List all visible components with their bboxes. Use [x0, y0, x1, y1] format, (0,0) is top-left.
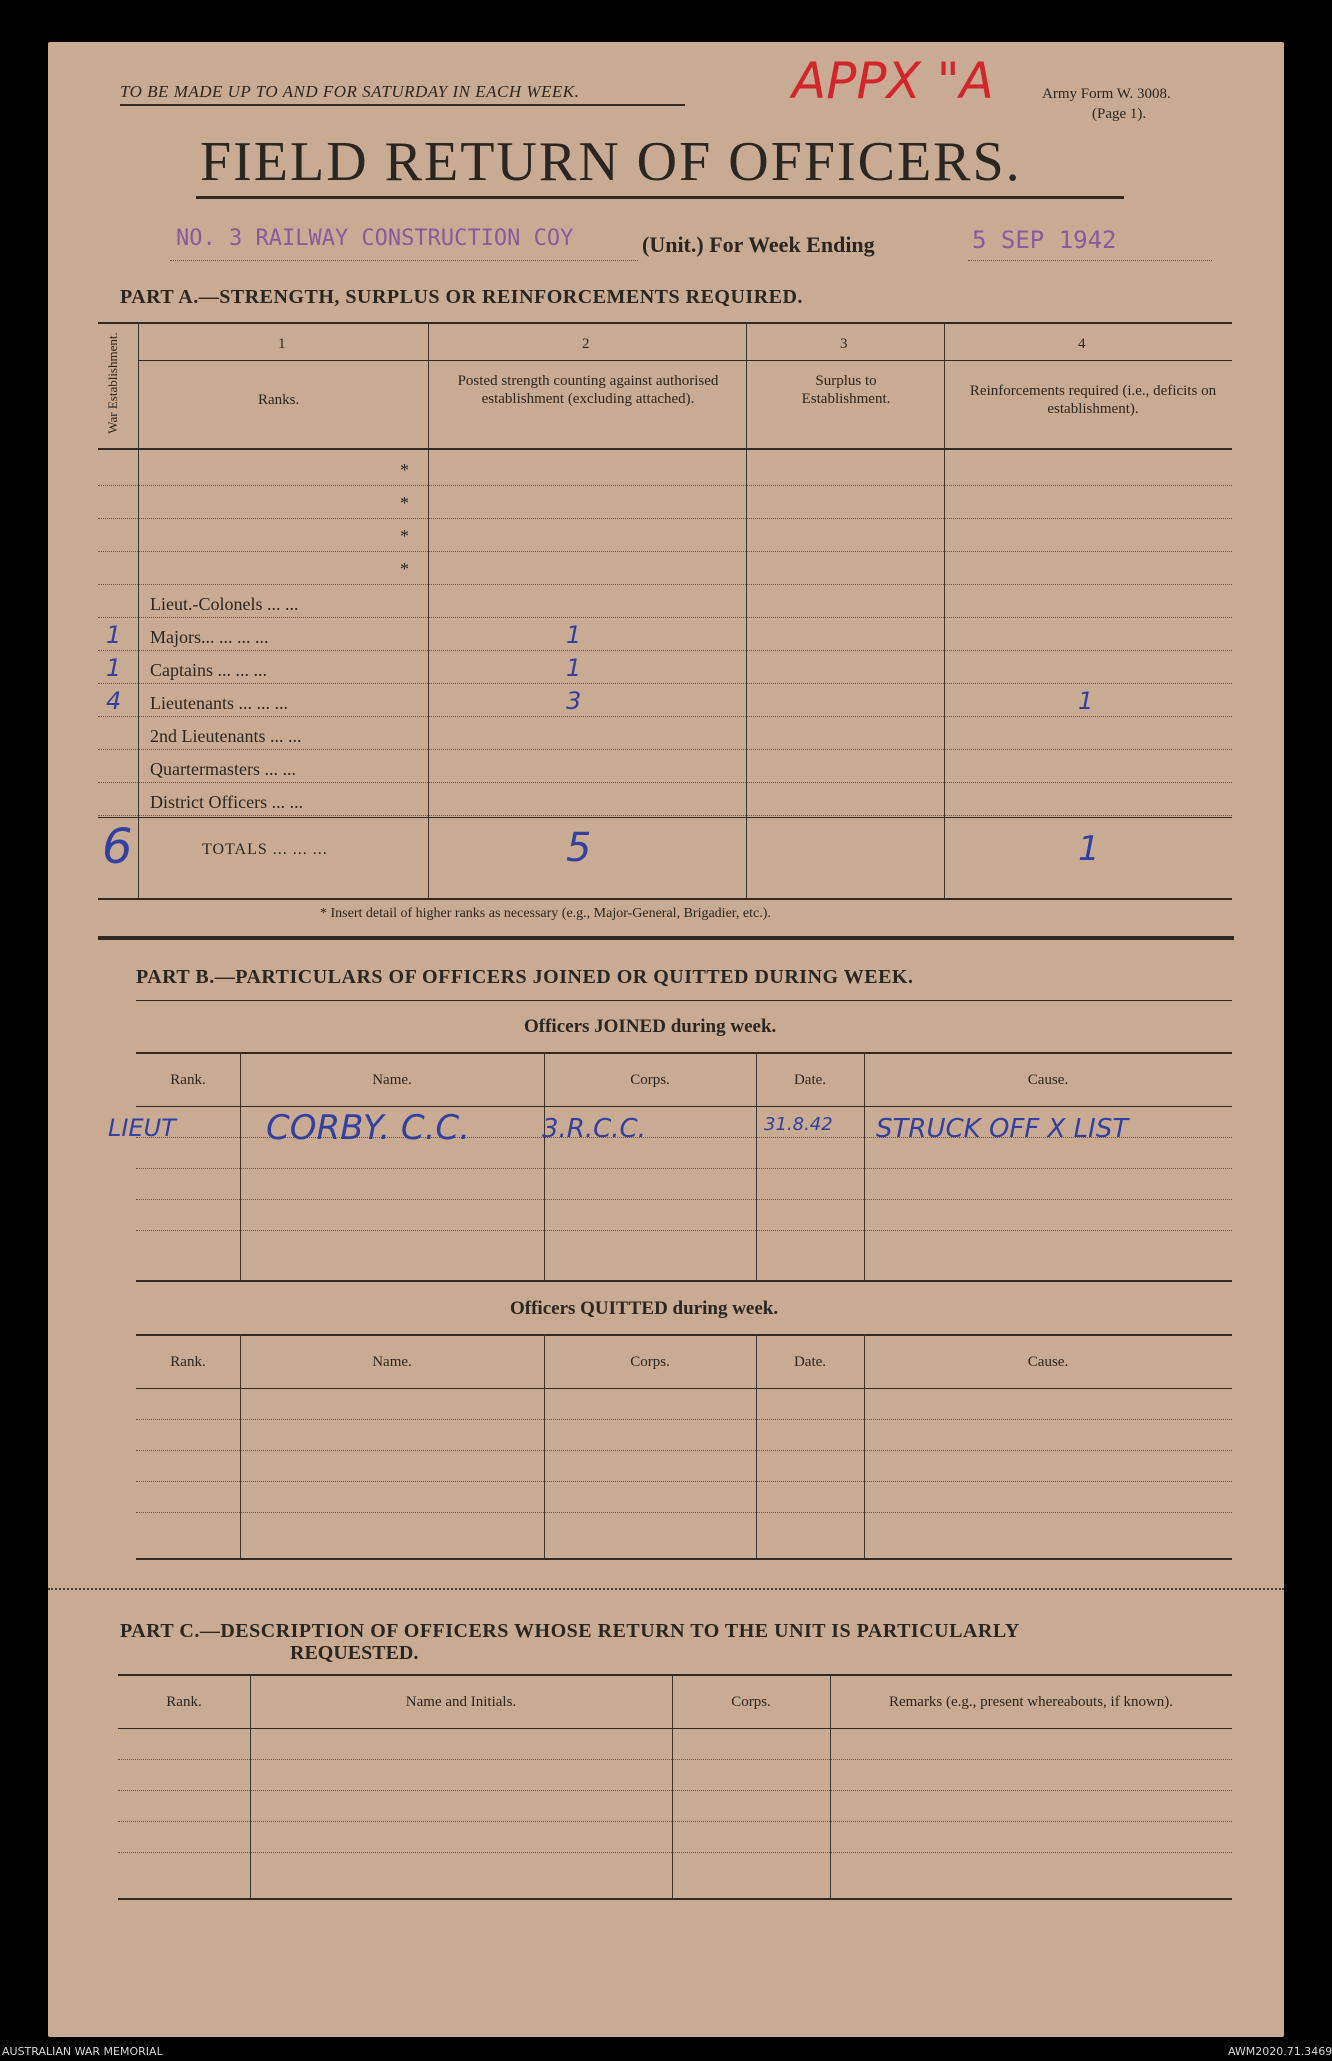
part-c-row-line [118, 1852, 1232, 1853]
joined-entry-rank: LIEUT [108, 1114, 176, 1142]
joined-row-line [136, 1230, 1232, 1231]
part-a-row-line [98, 683, 1232, 684]
form-page: (Page 1). [1092, 106, 1147, 122]
joined-col-2: Corps. [630, 1072, 670, 1088]
joined-entry-cause: STRUCK OFF X LIST [876, 1114, 1129, 1144]
war-establishment-value: 1 [106, 654, 122, 682]
quitted-col-1: Name. [372, 1354, 412, 1370]
col-number-2: 2 [582, 336, 590, 352]
posted-strength-value: 1 [566, 621, 582, 649]
part-b-rule [136, 1000, 1232, 1001]
part-c-col-0: Rank. [166, 1694, 202, 1710]
joined-entry-corps: 3.R.C.C. [542, 1114, 646, 1144]
rank-label: * [400, 460, 409, 480]
col-number-4: 4 [1078, 336, 1086, 352]
joined-table [108, 1052, 1232, 1282]
unit-label: (Unit.) For Week Ending [642, 232, 875, 257]
quitted-col-4: Cause. [1027, 1354, 1069, 1370]
rank-label: 2nd Lieutenants ... ... [150, 726, 302, 746]
part-a-row-line [98, 749, 1232, 750]
part-a-table [98, 322, 1232, 900]
week-dotted-line [968, 260, 1212, 261]
war-establishment-value: 1 [106, 621, 122, 649]
rank-label: Lieutenants ... ... ... [150, 693, 288, 713]
unit-stamp: NO. 3 RAILWAY CONSTRUCTION COY [176, 226, 574, 251]
joined-entry-name: CORBY. C.C. [266, 1108, 470, 1148]
quitted-row-line [136, 1481, 1232, 1482]
part-c-row-line [118, 1790, 1232, 1791]
appendix-mark: APPX "A [792, 52, 994, 110]
ranks-header: Ranks. [258, 392, 300, 408]
totals-war-establishment: 6 [102, 819, 133, 875]
part-a-row-line [98, 551, 1232, 552]
part-c-col-2: Corps. [731, 1694, 771, 1710]
part-c-row-line [118, 1821, 1232, 1822]
col-number-1: 1 [278, 336, 286, 352]
quitted-row-line [136, 1450, 1232, 1451]
joined-col-0: Rank. [170, 1072, 206, 1088]
rank-label: * [400, 493, 409, 513]
joined-entry-date: 31.8.42 [764, 1114, 833, 1135]
rank-label: Lieut.-Colonels ... ... [150, 594, 299, 614]
week-ending-stamp: 5 SEP 1942 [972, 226, 1117, 254]
part-a-row-line [98, 584, 1232, 585]
title-underline [196, 196, 1124, 199]
part-c-col-3: Remarks (e.g., present whereabouts, if known). [888, 1694, 1174, 1710]
quitted-row-line [136, 1512, 1232, 1513]
quitted-col-0: Rank. [170, 1354, 206, 1370]
joined-row-line [136, 1168, 1232, 1169]
quitted-col-3: Date. [793, 1354, 827, 1370]
quitted-table [136, 1334, 1232, 1560]
joined-col-1: Name. [372, 1072, 412, 1088]
totals-reinforcements: 1 [1078, 829, 1100, 869]
part-a-row-line [98, 650, 1232, 651]
posted-header: Posted strength counting against authorised establishment (excluding attached). [457, 373, 719, 407]
rank-label: District Officers ... ... [150, 792, 304, 812]
part-c-col-1: Name and Initials. [405, 1694, 517, 1710]
rank-label: Quartermasters ... ... [150, 759, 296, 779]
part-a-row-line [98, 485, 1232, 486]
part-a-row-line [98, 782, 1232, 783]
totals-rule [98, 817, 1232, 818]
reinforcement-value: 1 [1078, 687, 1094, 715]
rank-label: Majors... ... ... ... [150, 627, 269, 647]
posted-strength-value: 3 [566, 687, 582, 715]
unit-dotted-line [170, 260, 638, 261]
part-a-separator [98, 936, 1234, 940]
part-c-table [118, 1674, 1232, 1900]
part-a-row-line [98, 518, 1232, 519]
form-id: Army Form W. 3008. [1042, 86, 1171, 102]
part-c-row-line [118, 1759, 1232, 1760]
quitted-title: Officers QUITTED during week. [510, 1298, 779, 1319]
reinforcements-header: Reinforcements required (i.e., deficits on establishment). [969, 383, 1217, 417]
surplus-header: Surplus to Establishment. [801, 373, 891, 407]
part-c-heading-2: REQUESTED. [290, 1642, 419, 1664]
part-a-footnote: * Insert detail of higher ranks as necessary (e.g., Major-General, Brigadier, etc.). [320, 906, 771, 921]
rank-label: * [400, 559, 409, 579]
totals-label: TOTALS ... ... ... [202, 841, 328, 858]
rank-label: * [400, 526, 409, 546]
joined-row-line [136, 1199, 1232, 1200]
part-b-heading: PART B.—PARTICULARS OF OFFICERS JOINED OR QUITTED DURING WEEK. [136, 966, 914, 988]
joined-col-3: Date. [793, 1072, 827, 1088]
part-a-heading: PART A.—STRENGTH, SURPLUS OR REINFORCEMENTS REQUIRED. [120, 286, 803, 308]
perforation-line [48, 1588, 1284, 1590]
war-establishment-label: War Establishment. [105, 332, 120, 434]
instruction-underline [120, 104, 685, 106]
joined-col-4: Cause. [1027, 1072, 1069, 1088]
quitted-col-2: Corps. [630, 1354, 670, 1370]
part-a-row-line [98, 716, 1232, 717]
col-number-3: 3 [840, 336, 848, 352]
part-c-heading-1: PART C.—DESCRIPTION OF OFFICERS WHOSE RETURN TO THE UNIT IS PARTICULARLY [120, 1620, 1020, 1642]
joined-title: Officers JOINED during week. [524, 1016, 777, 1037]
quitted-row-line [136, 1419, 1232, 1420]
page-title: FIELD RETURN OF OFFICERS. [200, 131, 1022, 193]
footer-source: AUSTRALIAN WAR MEMORIAL [2, 2045, 163, 2058]
war-establishment-value: 4 [106, 687, 122, 715]
posted-strength-value: 1 [566, 654, 582, 682]
part-a-row-line [98, 815, 1232, 816]
totals-posted: 5 [566, 825, 592, 871]
footer-accession: AWM2020.71.3469 [1228, 2045, 1332, 2058]
part-a-row-line [98, 617, 1232, 618]
form-instruction: TO BE MADE UP TO AND FOR SATURDAY IN EACH WEEK. [120, 82, 580, 101]
rank-label: Captains ... ... ... [150, 660, 267, 680]
